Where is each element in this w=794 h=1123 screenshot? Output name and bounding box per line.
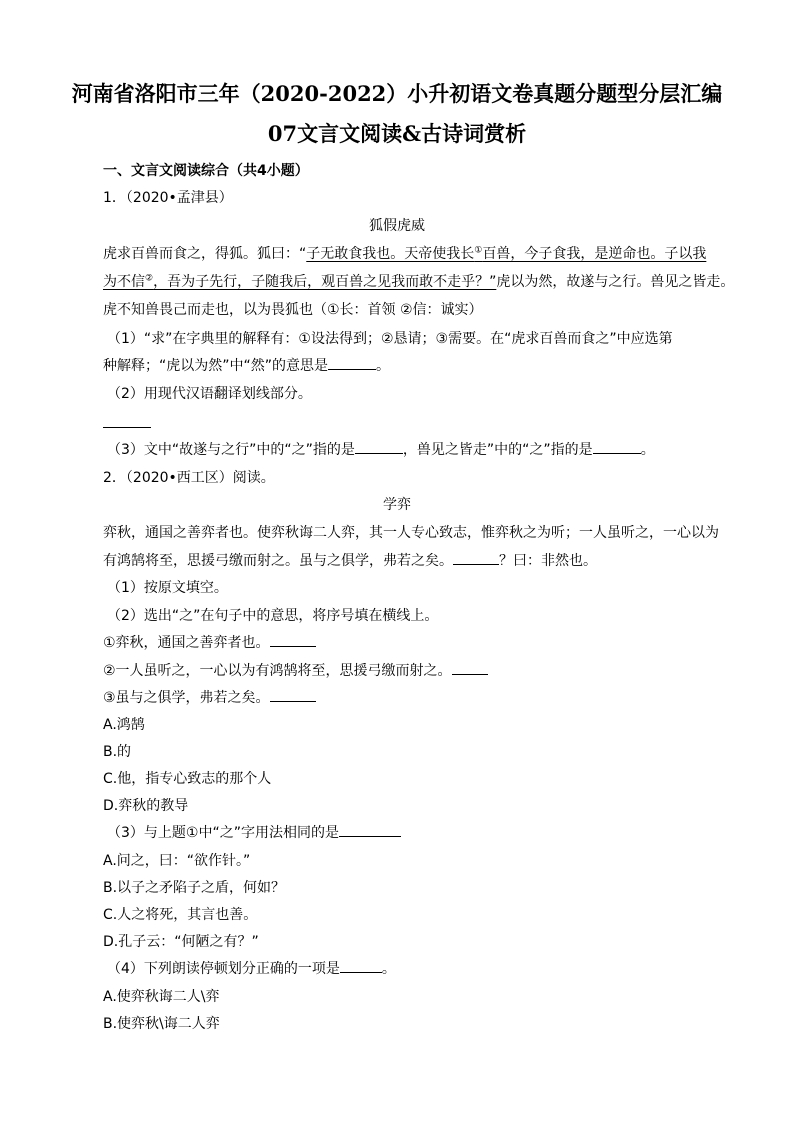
- q1-text: 虎求百兽而食之，得狐。狐曰：“: [103, 246, 307, 262]
- q1-sub-3-text: （3）文中“故遂与之行”中的“之”指的是: [107, 442, 355, 458]
- q2-passage-line-1: 弈秋，通国之善弈者也。使弈秋诲二人弈，其一人专心致志，惟弈秋之为听；一人虽听之，一心以为: [103, 525, 719, 541]
- q1-sub-3-text: 。: [640, 442, 655, 458]
- q1-passage-line-3: 虎不知兽畏己而走也，以为畏狐也（①长：首领 ②信：诚实）: [103, 302, 483, 318]
- q1-sub-1-line-1: （1）“求”在字典里的解释有：①设法得到；②恳请；③需要。在“虎求百兽而食之”中应选第: [107, 331, 673, 347]
- answer-blank[interactable]: [339, 824, 401, 837]
- q2-sub-4-text: 。: [381, 961, 396, 977]
- q2-text: ？曰：非然也。: [499, 553, 597, 569]
- q2-item-text: ②一人虽听之，一心以为有鸿鹄将至，思援弓缴而射之。: [103, 663, 452, 679]
- q2-sub-2: （2）选出“之”在句子中的意思，将序号填在横线上。: [107, 608, 439, 624]
- q2-passage-title: 学弈: [383, 497, 411, 513]
- q1-underlined-part: 百兽，今子食我，是逆命也。子以我: [482, 246, 707, 262]
- question-2-number: 2．（2020•西工区）阅读。: [103, 470, 275, 486]
- q1-passage-title: 狐假虎威: [369, 218, 425, 234]
- q2-passage-line-2: [103, 550, 597, 570]
- option-d[interactable]: D.弈秋的教导: [103, 798, 189, 814]
- document-subtitle: 07文言文阅读&古诗词赏析: [267, 121, 527, 146]
- q2-sub-2-item-3: [103, 687, 316, 707]
- q2-item-text: ③虽与之俱学，弗若之矣。: [103, 690, 270, 706]
- q1-underlined-part: 为不信: [103, 274, 145, 290]
- q1-underlined-text: [306, 246, 706, 262]
- option-a[interactable]: A.使弈秋诲二人\弈: [103, 989, 220, 1005]
- q1-sub-1-line-2: [103, 355, 390, 375]
- option-b[interactable]: B.使弈秋\诲二人弈: [103, 1016, 220, 1032]
- option-b[interactable]: B.的: [103, 744, 132, 760]
- q1-underlined-text: [103, 274, 496, 290]
- q1-sub-3: [107, 439, 655, 459]
- question-1-number: 1．（2020•孟津县）: [103, 190, 233, 206]
- q2-sub-3: [107, 822, 401, 842]
- q2-sub-1: （1）按原文填空。: [107, 580, 228, 596]
- q1-sub-1-text: 。: [376, 358, 391, 374]
- answer-blank[interactable]: [340, 960, 382, 973]
- q1-passage-line-1: [103, 243, 706, 263]
- q1-underlined-part: ，吾为子先行，子随我后，观百兽之见我而敢不走乎？”: [153, 274, 497, 290]
- q2-sub-2-item-2: [103, 660, 488, 680]
- document-title: 河南省洛阳市三年（2020-2022）小升初语文卷真题分题型分层汇编: [71, 81, 723, 106]
- q1-sub-3-text: ，兽见之皆走”中的“之”指的是: [402, 442, 593, 458]
- answer-blank[interactable]: [328, 357, 376, 370]
- answer-blank[interactable]: [355, 441, 403, 454]
- answer-blank[interactable]: [453, 552, 499, 565]
- q2-sub-4: [107, 958, 396, 978]
- answer-blank[interactable]: [103, 427, 151, 428]
- q1-sub-1-text: 种解释；“虎以为然”中“然”的意思是: [103, 358, 329, 374]
- q2-sub-2-item-1: [103, 632, 316, 652]
- footnote-mark-2: ②: [145, 273, 154, 284]
- q1-passage-line-2: [103, 271, 734, 291]
- option-a[interactable]: A.问之，曰：“欲作针。”: [103, 853, 251, 869]
- q2-sub-4-text: （4）下列朗读停顿划分正确的一项是: [107, 961, 340, 977]
- q2-text: 有鸿鹄将至，思援弓缴而射之。虽与之俱学，弗若之矣。: [103, 553, 453, 569]
- answer-blank[interactable]: [270, 689, 316, 702]
- option-c[interactable]: C.他，指专心致志的那个人: [103, 771, 272, 787]
- q2-sub-3-text: （3）与上题①中“之”字用法相同的是: [107, 825, 339, 841]
- q1-underlined-part: 子无敢食我也。天帝使我长: [306, 246, 475, 262]
- answer-blank[interactable]: [593, 441, 641, 454]
- option-b[interactable]: B.以子之矛陷子之盾，何如？: [103, 880, 286, 896]
- option-d[interactable]: D.孔子云：“何陋之有？”: [103, 934, 259, 950]
- answer-blank[interactable]: [452, 662, 488, 675]
- q2-item-text: ①弈秋，通国之善弈者也。: [103, 635, 270, 651]
- q1-text: 虎以为然，故遂与之行。兽见之皆走。: [496, 274, 735, 290]
- option-a[interactable]: A.鸿鹄: [103, 717, 145, 733]
- option-c[interactable]: C.人之将死，其言也善。: [103, 907, 258, 923]
- q1-sub-2: （2）用现代汉语翻译划线部分。: [107, 386, 312, 402]
- section-heading: 一、文言文阅读综合（共4小题）: [103, 163, 309, 179]
- footnote-mark-1: ①: [474, 245, 483, 256]
- answer-blank[interactable]: [270, 634, 316, 647]
